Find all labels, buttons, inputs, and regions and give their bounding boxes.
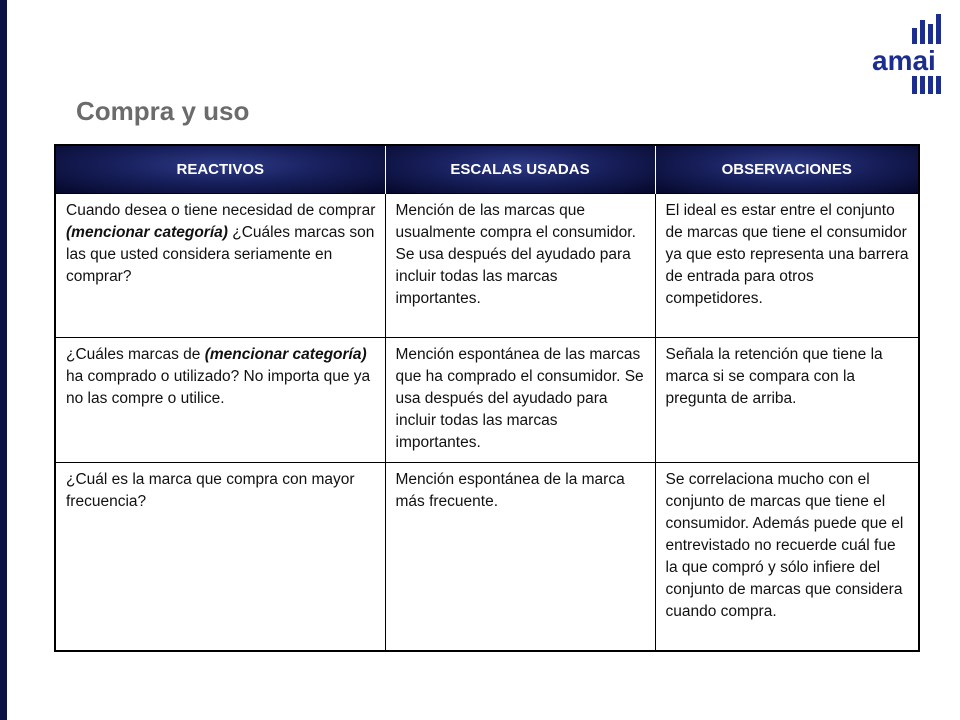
reactivo-cell: [55, 194, 385, 338]
reactivo-emphasis: (mencionar categoría): [204, 346, 367, 363]
reactivo-text: ha comprado o utilizado? No importa que ya no las compre o utilice.: [66, 368, 371, 407]
reactivo-text: ¿Cuáles marcas son las que usted considera seriamente en comprar?: [66, 224, 375, 285]
table-row: [55, 338, 919, 463]
header-reactivos: REACTIVOS: [55, 145, 385, 194]
escala-cell: Mención espontánea de las marcas que ha comprado el consumidor. Se usa después del ayudado para incluir todas las marcas importantes.: [385, 338, 655, 463]
reactivo-cell: [55, 338, 385, 463]
table-row: [55, 194, 919, 338]
escala-cell: Mención de las marcas que usualmente compra el consumidor. Se usa después del ayudado para incluir todas las marcas importantes.: [385, 194, 655, 338]
table-header-row: [55, 145, 919, 194]
left-accent-bar: [0, 0, 7, 720]
header-observaciones: OBSERVACIONES: [655, 145, 919, 194]
observacion-cell: Se correlaciona mucho con el conjunto de marcas que tiene el consumidor. Además puede que el entrevistado no recuerde cuál fue la que compró y sólo infiere del conjunto de marcas que considera cuando compra.: [655, 463, 919, 652]
reactivo-text: Cuando desea o tiene necesidad de comprar: [66, 202, 376, 219]
reactivo-text: ¿Cuál es la marca que compra con mayor frecuencia?: [66, 471, 355, 510]
slide-title: Compra y uso: [76, 96, 250, 126]
observacion-cell: El ideal es estar entre el conjunto de marcas que tiene el consumidor ya que esto representa una barrera de entrada para otros competidores.: [655, 194, 919, 338]
reactivo-emphasis: (mencionar categoría): [66, 224, 228, 241]
amai-logo: [868, 12, 948, 96]
data-table: [54, 144, 920, 652]
reactivo-text: ¿Cuáles marcas de: [66, 346, 205, 363]
reactivo-cell: [55, 463, 385, 652]
escala-cell: Mención espontánea de la marca más frecuente.: [385, 463, 655, 652]
amai-logo-text: amai: [872, 45, 936, 76]
table-row: [55, 463, 919, 652]
observacion-cell: Señala la retención que tiene la marca si se compara con la pregunta de arriba.: [655, 338, 919, 463]
header-escalas: ESCALAS USADAS: [385, 145, 655, 194]
